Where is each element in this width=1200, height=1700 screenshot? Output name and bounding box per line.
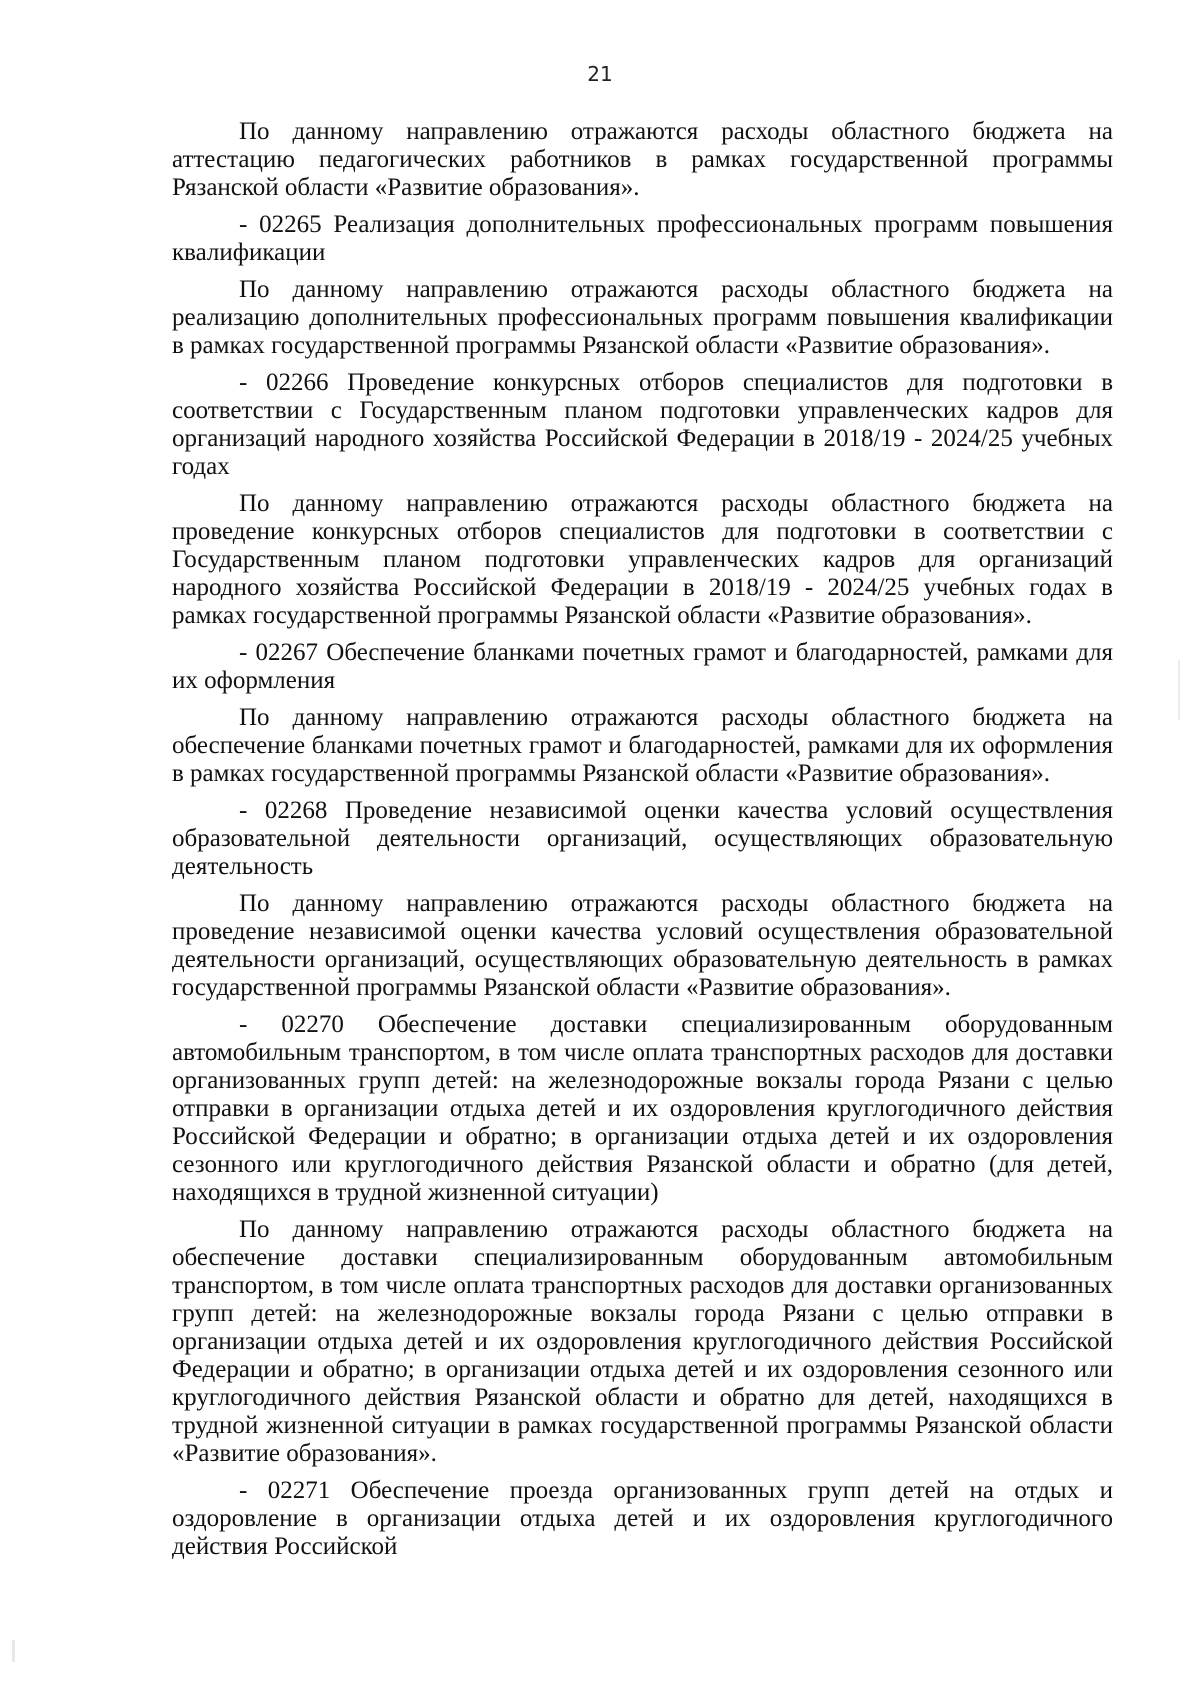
item-02271-heading: - 02271 Обеспечение проезда организованных групп детей на отдых и оздоровление в организации отдыха детей и их оздоровления круглогодичного действия Российской (172, 1477, 1113, 1560)
paragraph-02270-description: По данному направлению отражаются расходы областного бюджета на обеспечение доставки специализированным оборудованным автомобильным транспортом, в том числе оплата транспортных расходов для доставки организованных групп детей: на железнодорожные вокзалы города Рязани с целью отправки в организации отдыха детей и их оздоровления круглогодичного действия Российской Федерации и обратно; в организации отдыха детей и их оздоровления сезонного или круглогодичного действия Рязанской области и обратно для детей, находящихся в трудной жизненной ситуации в рамках государственной программы Рязанской области «Развитие образования». (172, 1216, 1113, 1467)
item-02270-heading: - 02270 Обеспечение доставки специализированным оборудованным автомобильным транспортом, в том числе оплата транспортных расходов для доставки организованных групп детей: на железнодорожные вокзалы города Рязани с целью отправки в организации отдыха детей и их оздоровления круглогодичного действия Российской Федерации и обратно; в организации отдыха детей и их оздоровления сезонного или круглогодичного действия Рязанской области и обратно (для детей, находящихся в трудной жизненной ситуации) (172, 1011, 1113, 1206)
page-number: 21 (587, 62, 613, 86)
item-02265-heading: - 02265 Реализация дополнительных профессиональных программ повышения квалификации (172, 211, 1113, 266)
paragraph-02265-description: По данному направлению отражаются расходы областного бюджета на реализацию дополнительных профессиональных программ повышения квалификации в рамках государственной программы Рязанской области «Развитие образования». (172, 276, 1113, 359)
item-02267-heading: - 02267 Обеспечение бланками почетных грамот и благодарностей, рамками для их оформления (172, 639, 1113, 694)
scan-artifact (12, 1640, 15, 1662)
paragraph-02267-description: По данному направлению отражаются расходы областного бюджета на обеспечение бланками почетных грамот и благодарностей, рамками для их оформления в рамках государственной программы Рязанской области «Развитие образования». (172, 704, 1113, 787)
paragraph-02266-description: По данному направлению отражаются расходы областного бюджета на проведение конкурсных отборов специалистов для подготовки в соответствии с Государственным планом подготовки управленческих кадров для организаций народного хозяйства Российской Федерации в 2018/19 - 2024/25 учебных годах в рамках государственной программы Рязанской области «Развитие образования». (172, 490, 1113, 629)
item-02268-heading: - 02268 Проведение независимой оценки качества условий осуществления образовательной деятельности организаций, осуществляющих образовательную деятельность (172, 797, 1113, 880)
paragraph-attestation-description: По данному направлению отражаются расходы областного бюджета на аттестацию педагогических работников в рамках государственной программы Рязанской области «Развитие образования». (172, 118, 1113, 201)
document-body (172, 118, 1113, 1570)
scan-artifact (1178, 660, 1180, 720)
item-02266-heading: - 02266 Проведение конкурсных отборов специалистов для подготовки в соответствии с Государственным планом подготовки управленческих кадров для организаций народного хозяйства Российской Федерации в 2018/19 - 2024/25 учебных годах (172, 369, 1113, 480)
paragraph-02268-description: По данному направлению отражаются расходы областного бюджета на проведение независимой оценки качества условий осуществления образовательной деятельности организаций, осуществляющих образовательную деятельность в рамках государственной программы Рязанской области «Развитие образования». (172, 890, 1113, 1001)
